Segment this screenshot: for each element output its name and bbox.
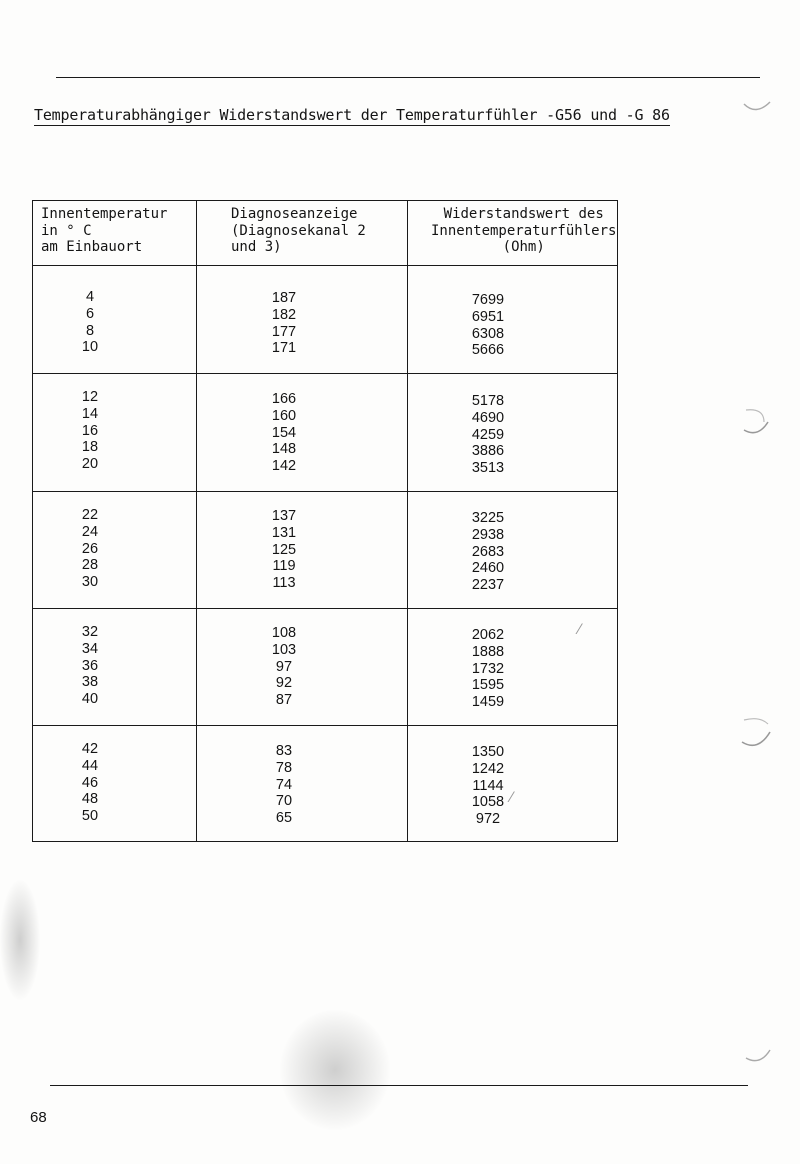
resistance-value: 1350	[471, 744, 505, 760]
resistance-value: 2460	[471, 560, 505, 577]
header-diagnose	[231, 206, 366, 256]
diagnose-value: 187	[271, 290, 297, 306]
diagnose-group	[229, 743, 339, 827]
diagnose-value: 74	[275, 776, 293, 793]
pencil-mark: ⁄	[510, 790, 513, 806]
binder-hole-mark	[742, 96, 772, 118]
diagnose-value: 70	[275, 793, 293, 810]
diagnose-value: 177	[271, 323, 297, 340]
resistance-value: 1459	[471, 694, 505, 711]
diagnose-value: 78	[275, 759, 293, 776]
resistance-value: 6308	[471, 325, 505, 342]
temperature-value: 40	[81, 691, 99, 708]
diagnose-value: 171	[271, 340, 297, 357]
diagnose-value: 182	[271, 306, 297, 323]
resistance-value: 4690	[471, 409, 505, 426]
group-divider	[33, 608, 617, 609]
temperature-group	[35, 389, 145, 473]
diagnose-group	[229, 625, 339, 709]
scan-smudge	[0, 880, 40, 1000]
diagnose-value: 97	[275, 658, 293, 675]
group-divider	[33, 373, 617, 374]
temperature-value: 4	[85, 289, 95, 305]
temperature-value: 22	[81, 507, 99, 523]
temperature-value: 14	[81, 405, 99, 422]
resistance-value: 3886	[471, 443, 505, 460]
temperature-value: 16	[81, 422, 99, 439]
fingerprint-smudge	[280, 1010, 390, 1130]
header-line: (Ohm)	[502, 239, 545, 255]
header-line: Innentemperaturfühlers	[431, 222, 617, 239]
diagnose-value: 108	[271, 625, 297, 641]
resistance-value: 3225	[471, 510, 505, 526]
diagnose-value: 65	[275, 810, 293, 827]
resistance-value: 4259	[471, 426, 505, 443]
temperature-group	[35, 507, 145, 591]
diagnose-value: 92	[275, 675, 293, 692]
temperature-value: 42	[81, 741, 99, 757]
header-line: Innentemperatur	[41, 206, 168, 222]
page-number: 68	[30, 1109, 47, 1126]
header-line: Widerstandswert des	[443, 206, 604, 222]
temperature-value: 28	[81, 557, 99, 574]
temperature-value: 48	[81, 791, 99, 808]
temperature-value: 50	[81, 808, 99, 825]
temperature-value: 32	[81, 624, 99, 640]
temperature-group	[35, 289, 145, 356]
diagnose-value: 83	[275, 743, 293, 759]
binder-hole-mark	[744, 1040, 774, 1068]
temperature-value: 44	[81, 757, 99, 774]
resistance-value: 2237	[471, 577, 505, 594]
diagnose-value: 103	[271, 641, 297, 658]
resistance-value: 3513	[471, 460, 505, 477]
page-title: Temperaturabhängiger Widerstandswert der Temperaturfühler -G56 und -G 86	[34, 106, 670, 124]
temperature-value: 38	[81, 674, 99, 691]
diagnose-value: 119	[272, 558, 296, 575]
bottom-rule	[50, 1085, 748, 1086]
diagnose-value: 125	[271, 541, 297, 558]
column-divider	[407, 201, 408, 841]
resistance-value: 1242	[471, 760, 505, 777]
resistance-value: 972	[475, 811, 501, 828]
temperature-value: 30	[81, 574, 99, 591]
header-line: in ° C	[41, 222, 92, 239]
resistance-group	[433, 510, 543, 594]
temperature-value: 10	[81, 339, 99, 356]
temperature-value: 12	[81, 389, 99, 405]
temperature-value: 26	[81, 540, 99, 557]
temperature-group	[35, 741, 145, 825]
header-line: am Einbauort	[41, 239, 143, 255]
header-divider	[33, 265, 617, 266]
binder-hole-mark	[740, 712, 774, 752]
diagnose-value: 87	[275, 692, 293, 709]
pencil-mark: ⁄	[578, 622, 581, 638]
diagnose-value: 113	[272, 575, 296, 592]
header-resistance	[431, 206, 616, 256]
header-temperature	[41, 206, 167, 256]
resistance-group	[433, 393, 543, 477]
resistance-value: 1144	[472, 777, 504, 794]
diagnose-group	[229, 508, 339, 592]
diagnose-value: 166	[271, 391, 297, 407]
temperature-value: 46	[81, 774, 99, 791]
resistance-value: 5178	[471, 393, 505, 409]
resistance-value: 1058	[471, 794, 505, 811]
temperature-group	[35, 624, 145, 708]
resistance-value: 1732	[471, 660, 505, 677]
temperature-value: 6	[85, 305, 95, 322]
resistance-value: 5666	[471, 342, 505, 359]
resistance-group	[433, 627, 543, 711]
temperature-value: 34	[81, 640, 99, 657]
resistance-value: 2062	[471, 627, 505, 643]
diagnose-value: 142	[271, 458, 297, 475]
binder-hole-mark	[742, 406, 772, 442]
resistance-value: 6951	[471, 308, 505, 325]
diagnose-value: 160	[271, 407, 297, 424]
resistance-table	[32, 200, 618, 842]
diagnose-value: 148	[271, 441, 297, 458]
resistance-value: 7699	[471, 292, 505, 308]
group-divider	[33, 491, 617, 492]
resistance-value: 2683	[471, 543, 505, 560]
diagnose-value: 137	[271, 508, 297, 524]
top-rule	[56, 77, 760, 78]
resistance-value: 1888	[471, 643, 505, 660]
diagnose-value: 131	[271, 524, 297, 541]
temperature-value: 18	[81, 439, 99, 456]
temperature-value: 20	[81, 456, 99, 473]
header-line: und 3)	[231, 239, 282, 255]
diagnose-group	[229, 391, 339, 475]
diagnose-value: 154	[271, 424, 297, 441]
group-divider	[33, 725, 617, 726]
temperature-value: 24	[81, 523, 99, 540]
header-line: Diagnoseanzeige	[231, 206, 358, 222]
temperature-value: 36	[81, 657, 99, 674]
resistance-group	[433, 292, 543, 359]
column-divider	[196, 201, 197, 841]
resistance-group	[433, 744, 543, 828]
resistance-value: 1595	[471, 677, 505, 694]
temperature-value: 8	[85, 322, 95, 339]
diagnose-group	[229, 290, 339, 357]
header-line: (Diagnosekanal 2	[231, 222, 366, 239]
resistance-value: 2938	[471, 526, 505, 543]
